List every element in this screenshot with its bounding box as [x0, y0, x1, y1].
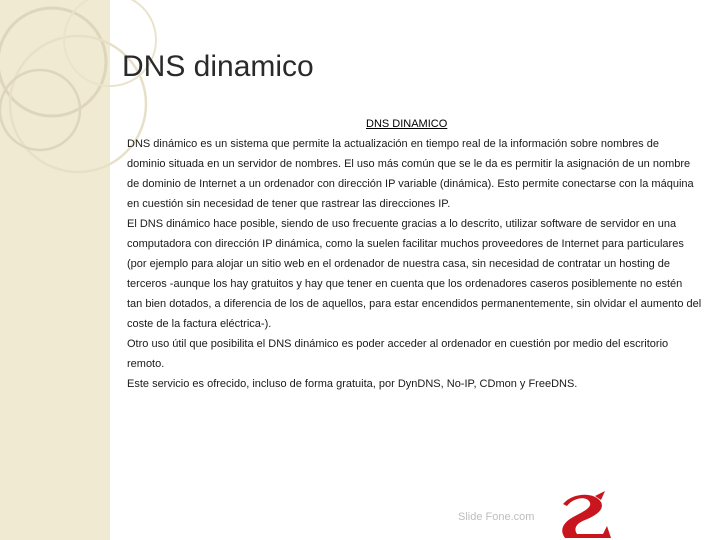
paragraph: Otro uso útil que posibilita el DNS dinámico es poder acceder al ordenador en cuestión por medio del escritorio: [127, 338, 669, 350]
paragraph: dominio situada en un servidor de nombres. El uso más común que se le da es permitir la asignación de un nombre: [127, 158, 691, 170]
content-heading: DNS DINAMICO: [366, 118, 448, 130]
paragraph: tan bien dotados, a diferencia de los de aquellos, para estar encendidos permanentemente, sin olvidar el aumento del: [127, 298, 702, 310]
paragraph: en cuestión sin necesidad de tener que rastrear las direcciones IP.: [127, 198, 451, 210]
paragraph: computadora con dirección IP dinámica, como la suelen facilitar muchos proveedores de Internet para particulares: [127, 238, 684, 250]
paragraph: coste de la factura eléctrica-).: [127, 318, 272, 330]
slide-title: DNS dinamico: [122, 50, 314, 83]
paragraph: terceros -aunque los hay gratuitos y hay que tener en cuenta que los ordenadores caseros posiblemente no estén: [127, 278, 683, 290]
body-text: [127, 137, 702, 397]
paragraph: Este servicio es ofrecido, incluso de forma gratuita, por DynDNS, No-IP, CDmon y FreeDNS.: [127, 378, 578, 390]
paragraph: remoto.: [127, 358, 165, 370]
dragon-logo-icon: [555, 490, 613, 540]
paragraph: (por ejemplo para alojar un sitio web en el ordenador de nuestra casa, sin necesidad de contratar un hosting de: [127, 258, 671, 270]
watermark: Slide Fone.com: [458, 511, 535, 523]
paragraph: DNS dinámico es un sistema que permite la actualización en tiempo real de la información sobre nombres de: [127, 138, 659, 150]
paragraph: El DNS dinámico hace posible, siendo de uso frecuente gracias a lo descrito, utilizar software de servidor en una: [127, 218, 677, 230]
paragraph: de dominio de Internet a un ordenador con dirección IP variable (dinámica). Esto permite conectarse con la máquina: [127, 178, 694, 190]
